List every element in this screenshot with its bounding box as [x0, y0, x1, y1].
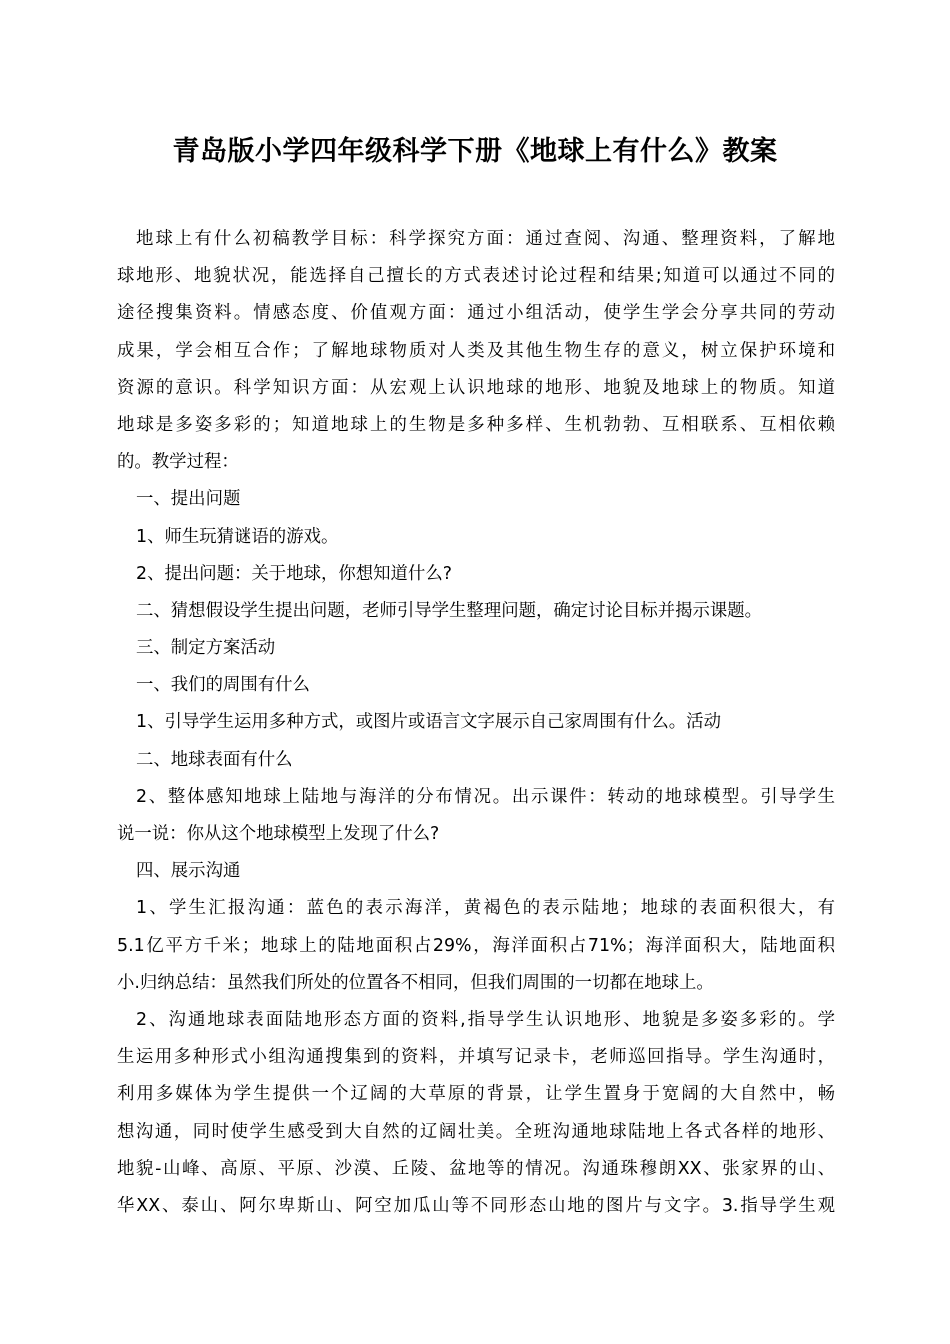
body-line: 1、引导学生运用多种方式，或图片或语言文字展示自己家周围有什么。活动	[136, 712, 721, 733]
body-line: 利用多媒体为学生提供一个辽阔的大草原的背景，让学生置身于宽阔的大自然中，畅	[117, 1084, 835, 1105]
body-line: 地球是多姿多彩的；知道地球上的生物是多种多样、生机勃勃、互相联系、互相依赖	[117, 414, 835, 435]
body-line: 地球上有什么初稿教学目标：科学探究方面：通过查阅、沟通、整理资料，了解地	[136, 229, 835, 249]
body-line: 生运用多种形式小组沟通搜集到的资料，并填写记录卡，老师巡回指导。学生沟通时，	[117, 1047, 835, 1068]
body-line: 的。教学过程：	[117, 452, 239, 473]
document-body	[117, 221, 835, 1225]
body-line: 四、展示沟通	[136, 861, 241, 882]
document-title: 青岛版小学四年级科学下册《地球上有什么》教案	[172, 136, 778, 167]
body-line: 一、提出问题	[136, 489, 241, 510]
body-line: 二、猜想假设学生提出问题，老师引导学生整理问题，确定讨论目标并揭示课题。	[136, 600, 763, 621]
body-line: 想沟通，同时使学生感受到大自然的辽阔壮美。全班沟通地球陆地上各式各样的地形、	[117, 1121, 835, 1142]
body-line: 三、制定方案活动	[136, 638, 276, 659]
body-line: 2、提出问题：关于地球，你想知道什么?	[136, 563, 452, 584]
body-line: 2、整体感知地球上陆地与海洋的分布情况。出示课件：转动的地球模型。引导学生	[136, 786, 835, 807]
body-line: 5.1亿平方千米；地球上的陆地面积占29%，海洋面积占71%；海洋面积大，陆地面积	[117, 935, 835, 956]
body-line: 说一说：你从这个地球模型上发现了什么?	[117, 824, 440, 844]
body-line: 球地形、地貌状况，能选择自己擅长的方式表述讨论过程和结果;知道可以通过不同的	[117, 266, 835, 287]
body-line: 地貌-山峰、高原、平原、沙漠、丘陵、盆地等的情况。沟通珠穆朗XX、张家界的山、	[117, 1158, 835, 1179]
body-line: 成果，学会相互合作；了解地球物质对人类及其他生物生存的意义，树立保护环境和	[117, 340, 835, 361]
body-line: 资源的意识。科学知识方面：从宏观上认识地球的地形、地貌及地球上的物质。知道	[117, 377, 835, 398]
body-line: 1、学生汇报沟通：蓝色的表示海洋，黄褐色的表示陆地；地球的表面积很大，有	[136, 898, 835, 919]
body-line: 1、师生玩猜谜语的游戏。	[136, 526, 339, 547]
body-line: 一、我们的周围有什么	[136, 675, 310, 696]
body-line: 2、沟通地球表面陆地形态方面的资料,指导学生认识地形、地貌是多姿多彩的。学	[136, 1009, 835, 1030]
body-line: 华XX、泰山、阿尔卑斯山、阿空加瓜山等不同形态山地的图片与文字。3.指导学生观	[117, 1195, 835, 1216]
body-line: 途径搜集资料。情感态度、价值观方面：通过小组活动，使学生学会分享共同的劳动	[117, 303, 835, 324]
body-line: 二、地球表面有什么	[136, 749, 293, 770]
body-line: 小.归纳总结：虽然我们所处的位置各不相同，但我们周围的一切都在地球上。	[117, 972, 714, 993]
